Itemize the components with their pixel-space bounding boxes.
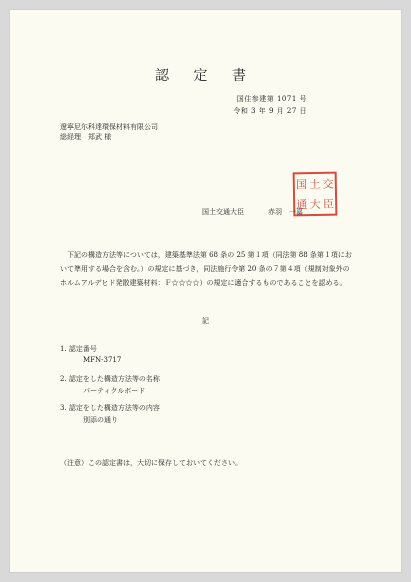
note-text: （注意）この認定書は，大切に保存しておいてください。 [60,459,242,467]
body-line: ホルムアルデヒド発散建築材料：Ｆ☆☆☆☆）の規定に適合するものであることを認める。 [60,279,347,287]
minister-title: 国土交通大臣 [202,208,244,216]
certification-body [60,248,360,290]
recipient-company: 遼寧尼尓科達環保材料有限公司 [60,123,158,131]
recipient-person: 総経理 郑武 様 [60,133,112,141]
item-3-value: 別添の通り [83,416,118,424]
item-1-label: 1. 認定番号 [60,345,97,353]
document-number: 国住参建第 1071 号 [236,95,307,103]
ki-heading: 記 [202,317,209,325]
body-line: 下記の構造方法等については，建築基準法第 68 条の 25 第１項（同法第 88 条第１項にお [60,251,352,259]
certificate-page [9,9,402,573]
item-2-label: 2. 認定をした構造方法等の名称 [60,375,160,383]
minister-name: 赤羽 一嘉 [268,208,303,216]
item-2-value: パーティクルボード [83,387,146,395]
item-3-label: 3. 認定をした構造方法等の内容 [60,404,160,412]
body-line: いて準用する場合を含む。）の規定に基づき，同法施行令第 20 条の７第４項（規制対象外の [60,265,350,273]
official-seal-stamp: 国 土 交 通 大 臣 [293,172,338,217]
document-title: 認 定 書 [155,68,256,84]
document-date: 令和 3 年 9 月 27 日 [233,107,307,115]
item-1-value: MFN-3717 [83,356,122,364]
